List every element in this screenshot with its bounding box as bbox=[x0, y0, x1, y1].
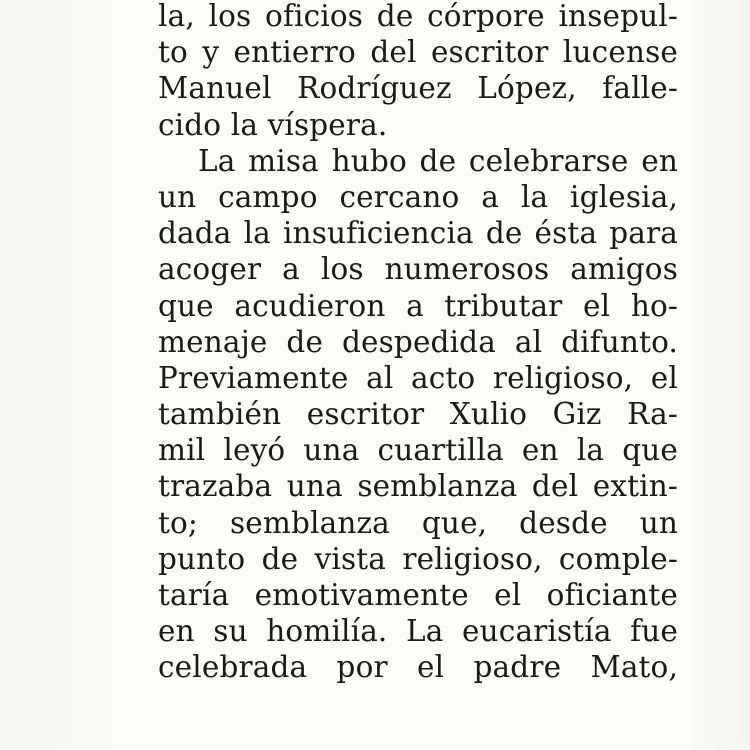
text-line: Previamente al acto religioso, el bbox=[158, 360, 678, 395]
text-line: punto de vista religioso, comple- bbox=[158, 541, 678, 576]
text-line: menaje de despedida al difunto. bbox=[158, 324, 678, 359]
page-bottom-edge bbox=[0, 742, 750, 750]
text-line: en su homilía. La eucaristía fue bbox=[158, 614, 678, 649]
text-line: celebrada por el padre Mato, bbox=[158, 650, 678, 685]
left-margin bbox=[0, 0, 150, 750]
text-line: un campo cercano a la iglesia, bbox=[158, 179, 678, 214]
text-line: taría emotivamente el oficiante bbox=[158, 578, 678, 612]
text-line: to; semblanza que, desde un bbox=[158, 505, 678, 540]
paragraph-first-line: La misa hubo de celebrarse en bbox=[198, 143, 678, 178]
text-line: también escritor Xulio Giz Ra- bbox=[158, 397, 678, 432]
text-line: cido la víspera. bbox=[158, 107, 388, 142]
article-column bbox=[158, 0, 678, 686]
text-line: to y entierro del escritor lucense bbox=[158, 35, 678, 70]
text-line: la, los oficios de córpore insepul- bbox=[158, 0, 678, 33]
text-line: mil leyó una cuartilla en la que bbox=[158, 433, 678, 468]
text-line: Manuel Rodríguez López, falle- bbox=[158, 71, 678, 106]
text-line: que acudieron a tributar el ho- bbox=[158, 288, 678, 323]
right-margin bbox=[690, 0, 750, 750]
text-line: trazaba una semblanza del extin- bbox=[158, 469, 678, 504]
text-line: acoger a los numerosos amigos bbox=[158, 252, 678, 287]
text-line: dada la insuficiencia de ésta para bbox=[158, 216, 678, 251]
